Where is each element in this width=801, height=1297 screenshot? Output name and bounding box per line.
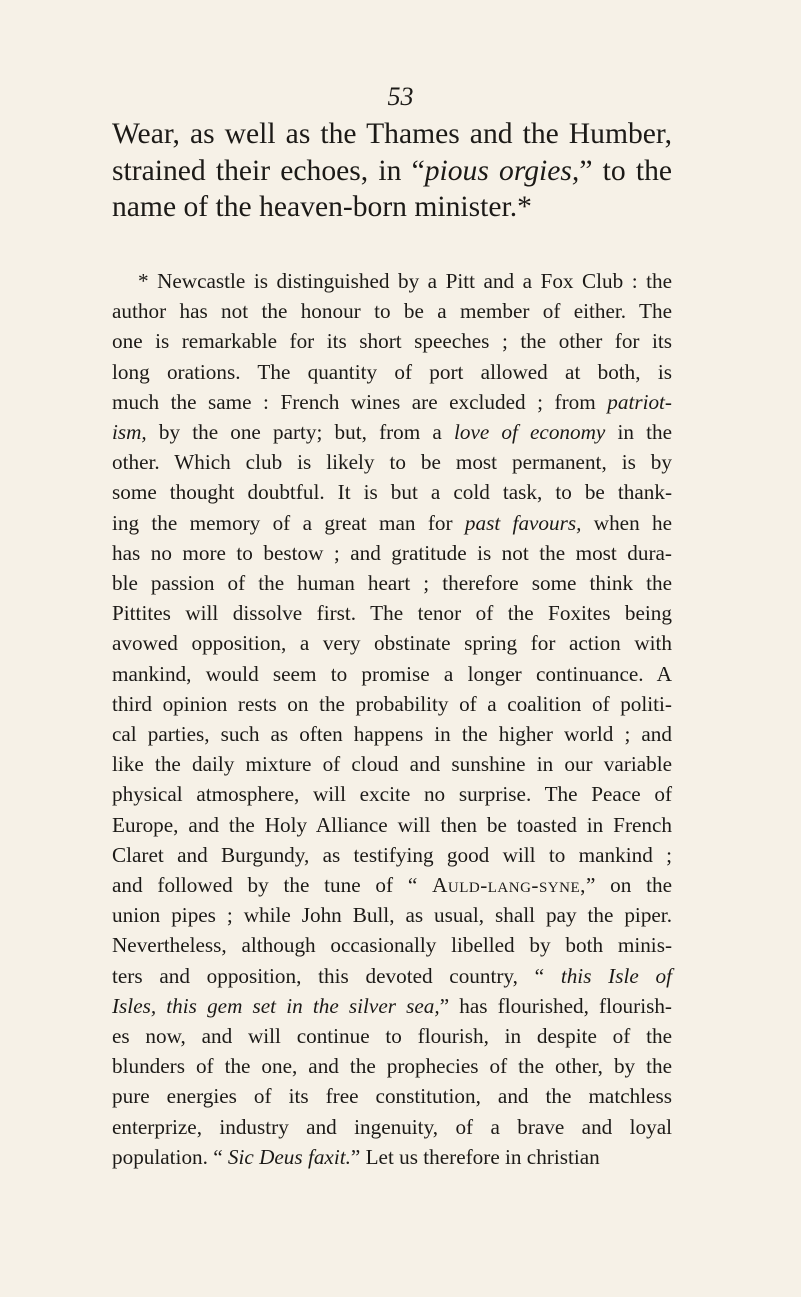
text-run: physical atmosphere, will excite no surprise. The Peace of: [112, 782, 672, 807]
text-line: [112, 447, 672, 477]
text-run: pious orgies,: [424, 154, 580, 187]
text-run: patriot-: [607, 389, 672, 414]
text-run: when he: [581, 510, 672, 535]
text-run: much the same : French wines are excluded ; from: [112, 389, 608, 414]
text-line: [112, 749, 672, 779]
text-run: ” to the: [579, 154, 673, 187]
text-run: one is remarkable for its short speeches ; the other for its: [112, 329, 672, 354]
text-run: population. “: [112, 1144, 228, 1169]
text-line: [112, 1142, 672, 1172]
text-line: [112, 598, 672, 628]
text-line: [112, 900, 672, 930]
text-line: [112, 116, 672, 153]
text-run: third opinion rests on the probability of a coalition of politi-: [112, 691, 672, 716]
text-line: [112, 719, 672, 749]
text-line: [112, 659, 672, 689]
text-run: this Isle of: [560, 963, 672, 988]
text-run: strained their echoes, in “: [112, 154, 425, 187]
main-text: [112, 116, 672, 226]
text-line: [112, 1051, 672, 1081]
text-run: and followed by the tune of “: [112, 873, 433, 898]
text-run: Claret and Burgundy, as testifying good will to mankind ;: [112, 842, 672, 867]
text-run: ing the memory of a great man for: [112, 510, 465, 535]
text-line: [112, 357, 672, 387]
text-run: love of economy: [453, 420, 606, 445]
text-line: [112, 991, 672, 1021]
text-run: * Newcastle is distinguished by a Pitt and a Fox Club : the: [138, 269, 672, 293]
text-line: [112, 840, 672, 870]
footnote: [112, 266, 672, 1172]
text-run: like the daily mixture of cloud and sunshine in our variable: [112, 752, 672, 777]
text-run: pure energies of its free constitution, and the matchless: [112, 1084, 672, 1109]
text-run: Auld-lang-syne,: [432, 873, 586, 898]
text-run: Pittites will dissolve first. The tenor of the Foxites being: [112, 601, 672, 626]
text-run: ism,: [112, 420, 147, 445]
text-run: has no more to bestow ; and gratitude is not the most dura-: [112, 540, 672, 565]
text-run: cal parties, such as often happens in the higher world ; and: [112, 722, 672, 747]
text-line: [112, 387, 672, 417]
text-line: [112, 1021, 672, 1051]
text-run: ” Let us therefore in christian: [350, 1144, 600, 1169]
text-line: [112, 810, 672, 840]
text-line: [112, 326, 672, 356]
text-run: es now, and will continue to flourish, in despite of the: [112, 1024, 672, 1049]
text-run: ” on the: [585, 873, 672, 898]
text-run: by the one party; but, from a: [146, 420, 454, 445]
text-line: [112, 628, 672, 658]
text-run: ble passion of the human heart ; therefore some think the: [112, 571, 672, 596]
text-line: [112, 296, 672, 326]
text-line: [112, 417, 672, 447]
text-line: [112, 1081, 672, 1111]
text-run: ” has flourished, flourish-: [439, 993, 672, 1018]
text-run: in the: [605, 420, 672, 445]
text-line: [112, 153, 672, 190]
text-line: [112, 508, 672, 538]
text-line: [112, 961, 672, 991]
text-run: Wear, as well as the Thames and the Humber,: [112, 118, 672, 150]
text-run: some thought doubtful. It is but a cold task, to be thank-: [112, 480, 672, 505]
text-run: past favours,: [464, 510, 582, 535]
text-run: ters and opposition, this devoted country, “: [112, 963, 561, 988]
text-line: [112, 870, 672, 900]
text-line: [112, 477, 672, 507]
text-line: [112, 779, 672, 809]
text-run: blunders of the one, and the prophecies of the other, by the: [112, 1054, 672, 1079]
page-number: 53: [387, 82, 414, 111]
text-run: author has not the honour to be a member of either. The: [112, 299, 672, 324]
text-line: [112, 189, 672, 226]
text-run: avowed opposition, a very obstinate spring for action with: [112, 631, 672, 656]
text-run: union pipes ; while John Bull, as usual, shall pay the piper.: [112, 903, 672, 928]
text-run: Europe, and the Holy Alliance will then be toasted in French: [112, 812, 672, 837]
text-line: [112, 538, 672, 568]
text-line: [112, 930, 672, 960]
text-run: Sic Deus faxit.: [227, 1144, 351, 1169]
text-run: name of the heaven-born minister.*: [112, 191, 532, 223]
text-run: long orations. The quantity of port allowed at both, is: [112, 359, 672, 384]
text-run: mankind, would seem to promise a longer continuance. A: [112, 661, 672, 686]
text-line: [112, 568, 672, 598]
text-run: Isles, this gem set in the silver sea,: [112, 993, 440, 1018]
text-line: [112, 266, 672, 296]
text-run: Nevertheless, although occasionally libelled by both minis-: [112, 933, 672, 958]
text-line: [112, 689, 672, 719]
text-run: enterprize, industry and ingenuity, of a brave and loyal: [112, 1114, 672, 1139]
text-run: other. Which club is likely to be most permanent, is by: [112, 450, 672, 475]
text-line: [112, 1112, 672, 1142]
